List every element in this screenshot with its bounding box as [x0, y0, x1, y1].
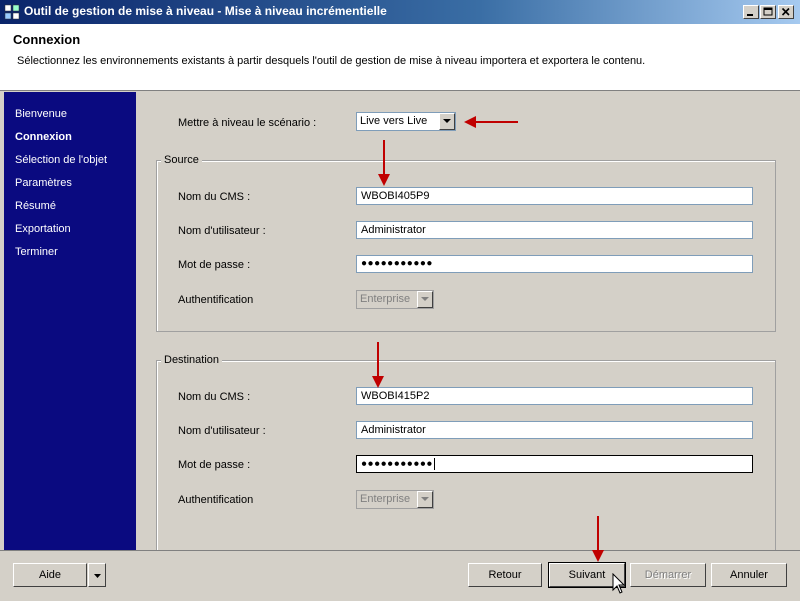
cancel-button[interactable]: Annuler: [711, 563, 787, 587]
app-icon: [4, 4, 20, 20]
destination-auth-select[interactable]: [356, 490, 434, 509]
title-bar: [0, 0, 800, 24]
sidebar-item-exportation[interactable]: Exportation: [15, 223, 71, 235]
close-button[interactable]: [778, 5, 794, 19]
destination-cms-input[interactable]: WBOBI415P2: [356, 387, 753, 405]
chevron-down-icon: [417, 491, 433, 508]
destination-password-input[interactable]: [356, 455, 753, 473]
source-group: [156, 160, 776, 332]
text-caret: [434, 458, 435, 470]
wizard-footer: [0, 550, 800, 601]
sidebar-item-bienvenue[interactable]: Bienvenue: [15, 108, 67, 120]
scenario-select[interactable]: [356, 112, 456, 131]
start-button: Démarrer: [630, 563, 706, 587]
scenario-label: Mettre à niveau le scénario :: [178, 117, 317, 129]
next-button[interactable]: Suivant: [549, 563, 625, 587]
chevron-down-icon: [94, 574, 101, 578]
destination-password-label: Mot de passe :: [178, 459, 251, 471]
window-title: Outil de gestion de mise à niveau - Mise à niveau incrémentielle: [24, 4, 387, 18]
source-group-title: Source: [161, 154, 202, 166]
destination-auth-label: Authentification: [178, 494, 254, 506]
source-cms-input[interactable]: WBOBI405P9: [356, 187, 753, 205]
source-user-input[interactable]: Administrator: [356, 221, 753, 239]
source-auth-select[interactable]: [356, 290, 434, 309]
chevron-down-icon: [417, 291, 433, 308]
scenario-value: Live vers Live: [360, 115, 428, 127]
source-cms-label: Nom du CMS :: [178, 191, 251, 203]
page-header: [0, 24, 800, 91]
destination-password-text: ●●●●●●●●●●●: [361, 458, 433, 470]
page-description: Sélectionnez les environnements existants à partir desquels l'outil de gestion de mise à niveau importera et exportera le contenu.: [17, 55, 646, 67]
maximize-button[interactable]: [760, 5, 776, 19]
destination-user-label: Nom d'utilisateur :: [178, 425, 266, 437]
help-dropdown-button[interactable]: [88, 563, 106, 587]
chevron-down-icon[interactable]: [439, 113, 455, 130]
source-auth-value: Enterprise: [360, 293, 411, 305]
destination-cms-label: Nom du CMS :: [178, 391, 251, 403]
sidebar-item-resume[interactable]: Résumé: [15, 200, 56, 212]
destination-auth-value: Enterprise: [360, 493, 411, 505]
source-user-label: Nom d'utilisateur :: [178, 225, 266, 237]
source-auth-label: Authentification: [178, 294, 254, 306]
back-button[interactable]: Retour: [468, 563, 542, 587]
source-password-input[interactable]: ●●●●●●●●●●●: [356, 255, 753, 273]
destination-user-input[interactable]: Administrator: [356, 421, 753, 439]
sidebar-item-terminer[interactable]: Terminer: [15, 246, 58, 258]
minimize-button[interactable]: [743, 5, 759, 19]
help-button[interactable]: Aide: [13, 563, 87, 587]
wizard-sidebar: [4, 92, 136, 550]
sidebar-item-connexion[interactable]: Connexion: [15, 131, 72, 143]
sidebar-item-selection-objet[interactable]: Sélection de l'objet: [15, 154, 107, 166]
main-panel: [136, 92, 796, 550]
sidebar-item-parametres[interactable]: Paramètres: [15, 177, 72, 189]
destination-group-title: Destination: [161, 354, 222, 366]
source-password-label: Mot de passe :: [178, 259, 251, 271]
page-title: Connexion: [13, 32, 81, 47]
